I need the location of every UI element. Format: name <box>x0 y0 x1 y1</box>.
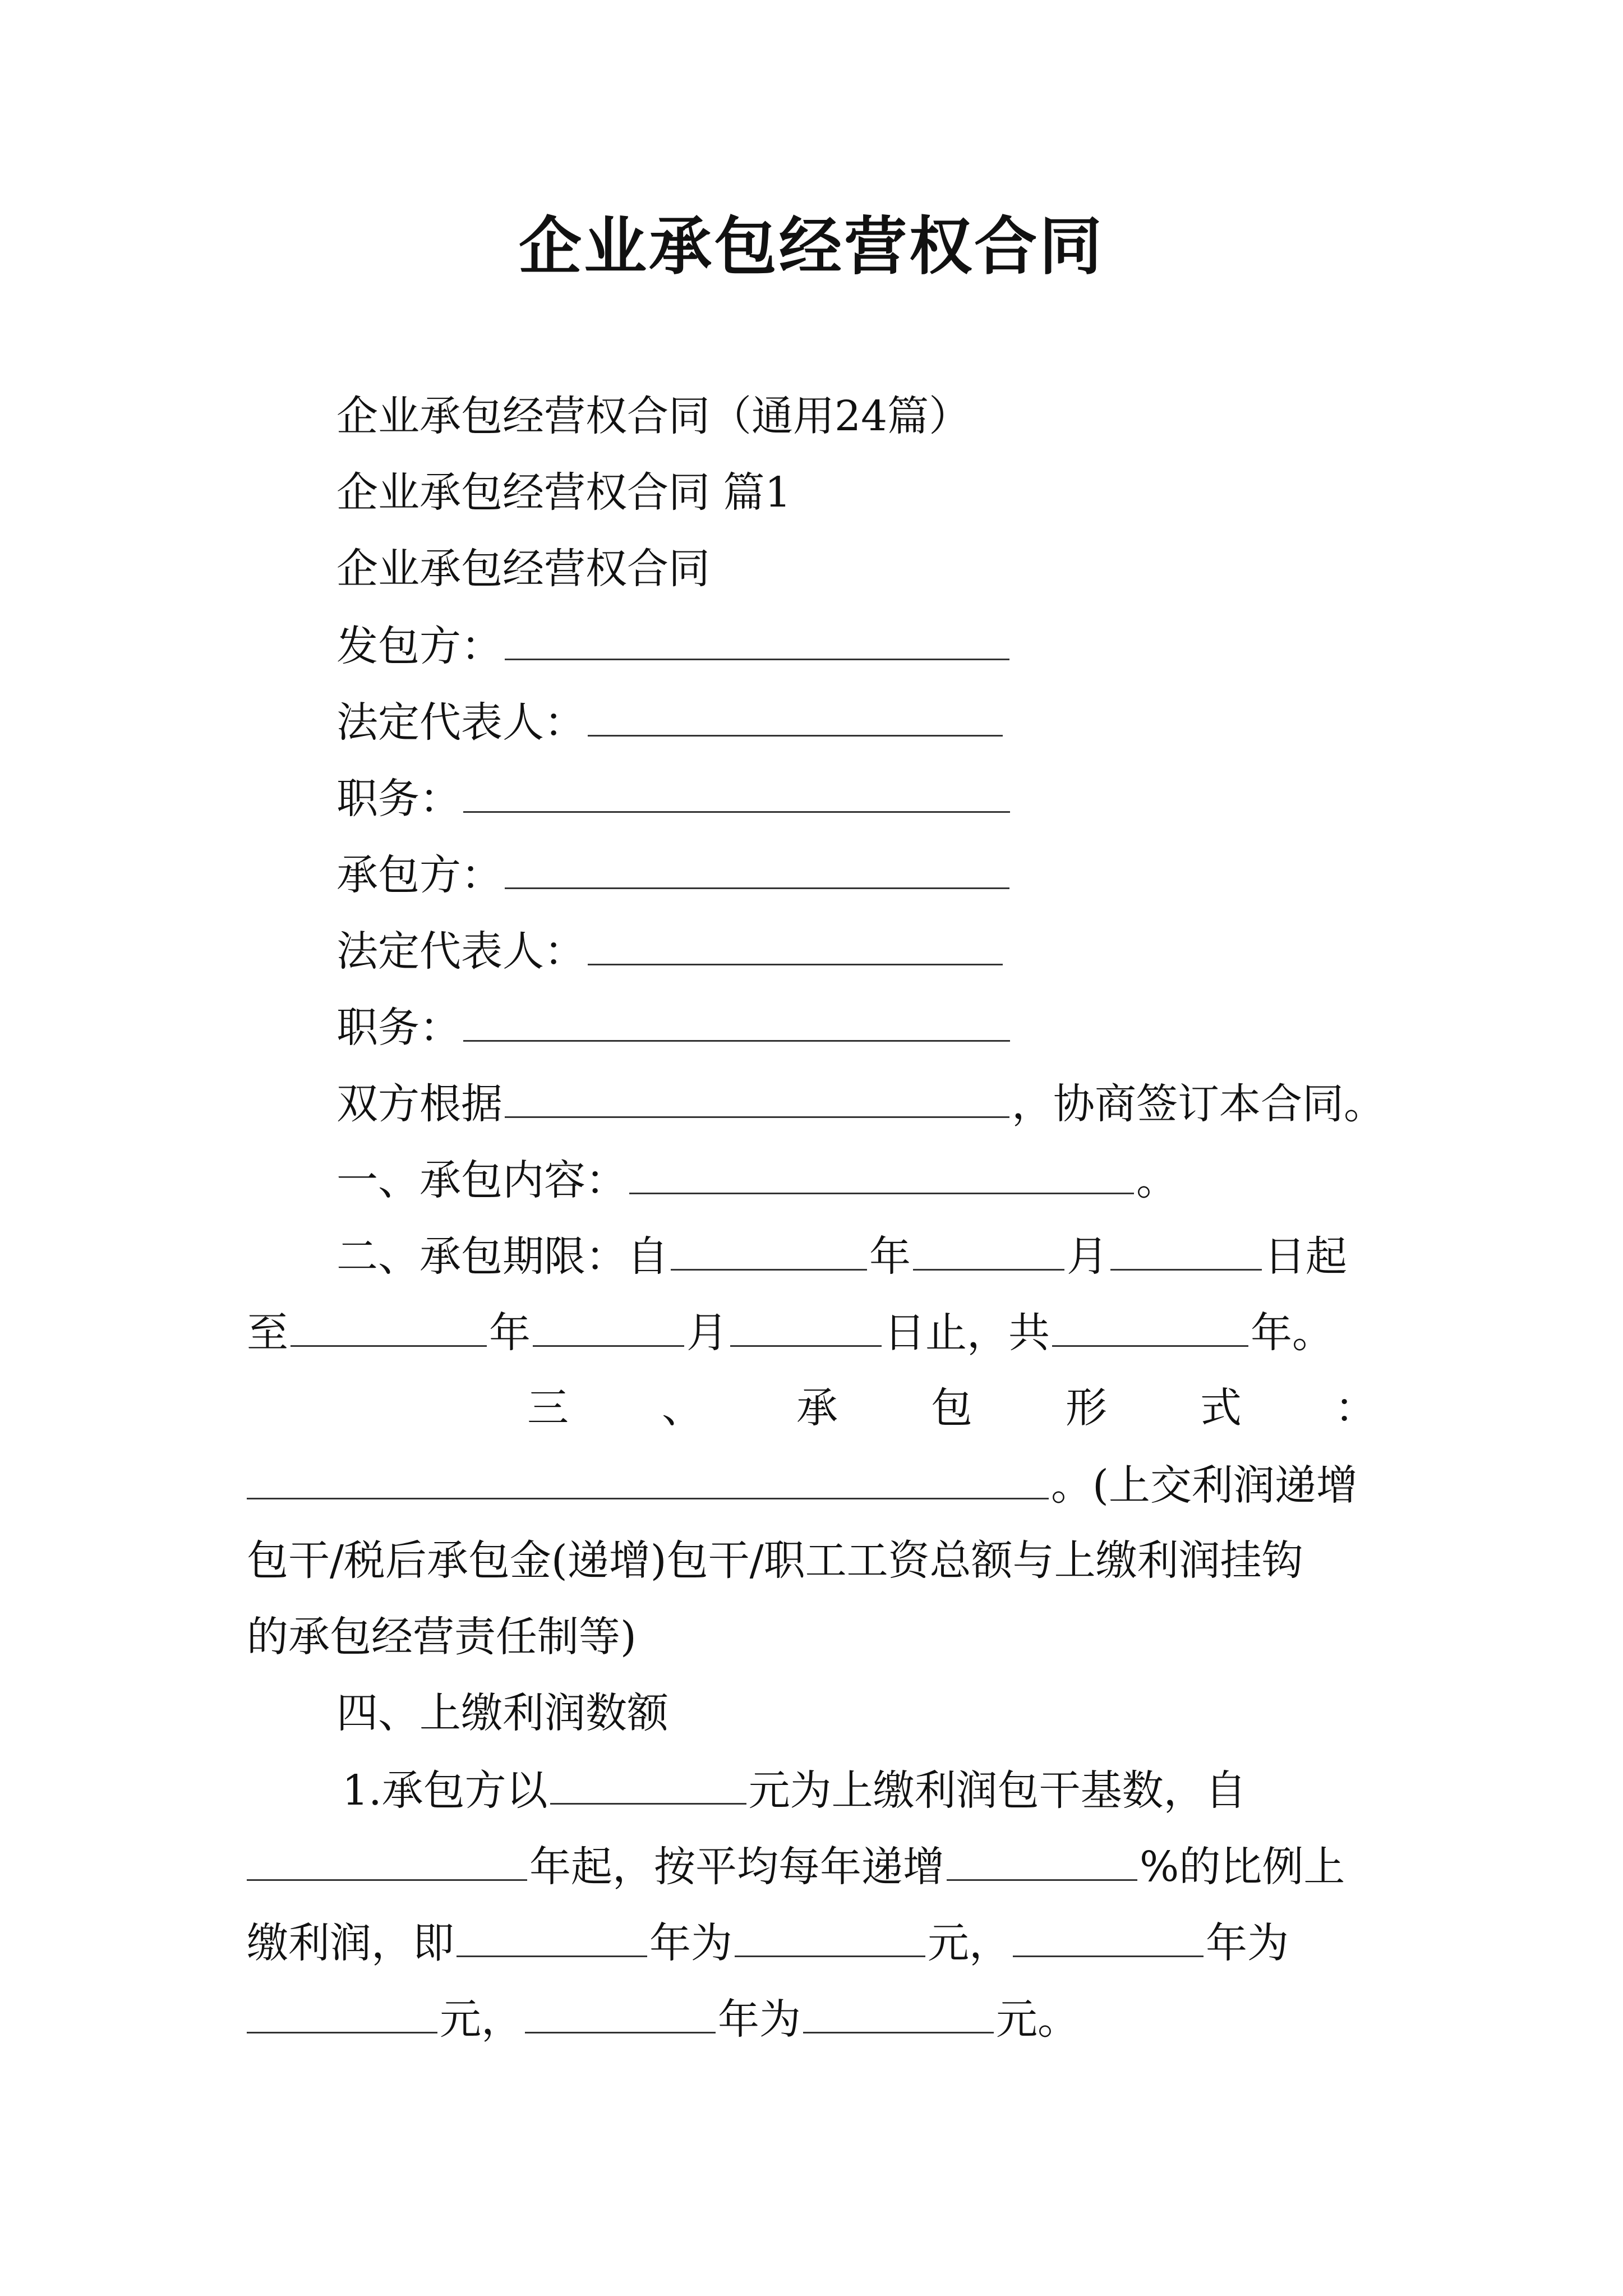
clause-4-1-line-2 <box>247 1838 1345 1894</box>
issuer-rep-label: 法定代表人： <box>336 698 585 747</box>
end-month-blank <box>533 1304 684 1347</box>
year-blank-c <box>525 1990 716 2033</box>
year-blank-a <box>457 1914 647 1957</box>
issuer-title-blank <box>463 770 1010 813</box>
clause-3-char: 形 <box>1066 1384 1107 1432</box>
basis-text-b: ，协商签订本合同。 <box>1012 1080 1385 1128</box>
clause-2-line-2 <box>247 1304 1334 1360</box>
contractor-title-line <box>336 999 1012 1055</box>
amount-blank-c <box>803 1990 994 2033</box>
clause-4-1-text-e: 缴利润，即 <box>247 1919 454 1967</box>
amount-blank-b <box>247 1990 437 2033</box>
clause-4-heading: 四、上缴利润数额 <box>336 1689 668 1737</box>
clause-3-line-3: 包干/税后承包金(递增)包干/职工工资总额与上缴利润挂钩 <box>247 1536 1303 1585</box>
clause-3-char: 三 <box>527 1384 569 1432</box>
contractor-title-label: 职务： <box>336 1004 461 1052</box>
doc-heading-line: 企业承包经营权合同（通用24篇） <box>336 392 971 440</box>
clause-4-1-text-h: 年为 <box>1206 1919 1289 1967</box>
increase-rate-blank <box>947 1838 1137 1881</box>
issuer-rep-line <box>336 693 1005 749</box>
start-day-blank <box>1110 1227 1262 1271</box>
clause-3-tail: 。(上交利润递增 <box>1051 1461 1358 1510</box>
month-text: 月 <box>1067 1232 1108 1281</box>
amount-blank-a <box>735 1914 925 1957</box>
issuer-label: 发包方： <box>336 622 502 670</box>
start-year-blank <box>671 1227 867 1271</box>
clause-3-line-4: 的承包经营责任制等) <box>247 1613 637 1661</box>
end-year-blank <box>291 1304 487 1347</box>
month-text: 月 <box>686 1309 728 1357</box>
clause-2-label: 二、承包期限：自 <box>336 1232 668 1281</box>
clause-3-char: ： <box>1335 1384 1376 1432</box>
clause-3-char: 式 <box>1200 1384 1242 1432</box>
year-text: 年 <box>489 1309 531 1357</box>
clause-4-1-line <box>342 1761 1247 1818</box>
clause-4-1-text-g: 元， <box>928 1919 1011 1967</box>
start-year-blank-2 <box>247 1838 527 1881</box>
clause-4-1-text-b: 元为上缴利润包干基数，自 <box>748 1766 1247 1815</box>
start-day-text: 日起 <box>1264 1232 1347 1281</box>
clause-3-blank <box>247 1456 1049 1499</box>
clause-3-line-2 <box>247 1456 1358 1512</box>
total-years-text: 年。 <box>1251 1309 1334 1357</box>
clause-1-label: 一、承包内容： <box>336 1156 627 1204</box>
clause-1-line <box>336 1151 1178 1207</box>
clause-1-blank <box>629 1151 1134 1194</box>
clause-4-1-text-k: 元。 <box>996 1995 1079 2044</box>
contractor-line <box>336 846 1012 902</box>
document-title: 企业承包经营权合同 <box>519 210 1104 283</box>
clause-3-char: 承 <box>796 1384 838 1432</box>
year-text: 年 <box>869 1232 911 1281</box>
contractor-blank <box>505 846 1009 889</box>
clause-4-1-text-a: 1.承包方以 <box>342 1766 548 1815</box>
clause-1-end: 。 <box>1136 1156 1178 1204</box>
clause-3-char: 包 <box>931 1384 972 1432</box>
basis-text-a: 双方根据 <box>336 1080 502 1128</box>
clause-4-1-text-d: %的比例上 <box>1140 1843 1345 1891</box>
clause-2-line <box>336 1227 1347 1283</box>
clause-4-1-text-i: 元， <box>440 1995 523 2044</box>
contractor-label: 承包方： <box>336 851 502 899</box>
basis-blank <box>505 1075 1009 1118</box>
contractor-title-blank <box>463 999 1010 1042</box>
contractor-rep-line <box>336 922 1005 978</box>
clause-4-1-text-c: 年起，按平均每年递增 <box>529 1843 944 1891</box>
year-blank-b <box>1013 1914 1204 1957</box>
issuer-blank <box>505 617 1009 660</box>
section-heading-line: 企业承包经营权合同 篇1 <box>336 468 791 517</box>
clause-3-heading <box>247 1380 1376 1436</box>
issuer-line <box>336 617 1012 673</box>
contractor-rep-label: 法定代表人： <box>336 927 585 976</box>
clause-4-1-line-3 <box>247 1914 1289 1970</box>
total-years-blank <box>1052 1304 1248 1347</box>
clause-4-1-text-f: 年为 <box>649 1919 732 1967</box>
start-month-blank <box>913 1227 1064 1271</box>
end-day-text: 日止，共 <box>884 1309 1050 1357</box>
end-day-blank <box>730 1304 882 1347</box>
contract-name-line: 企业承包经营权合同 <box>336 545 710 593</box>
clause-3-char: 、 <box>662 1384 703 1432</box>
issuer-rep-blank <box>588 693 1003 737</box>
issuer-title-line <box>336 770 1012 826</box>
until-text: 至 <box>247 1309 288 1357</box>
contractor-rep-blank <box>588 922 1003 965</box>
base-amount-blank <box>550 1761 746 1805</box>
issuer-title-label: 职务： <box>336 775 461 823</box>
basis-line <box>336 1075 1385 1131</box>
clause-4-1-text-j: 年为 <box>718 1995 801 2044</box>
clause-4-1-line-4 <box>247 1990 1079 2046</box>
